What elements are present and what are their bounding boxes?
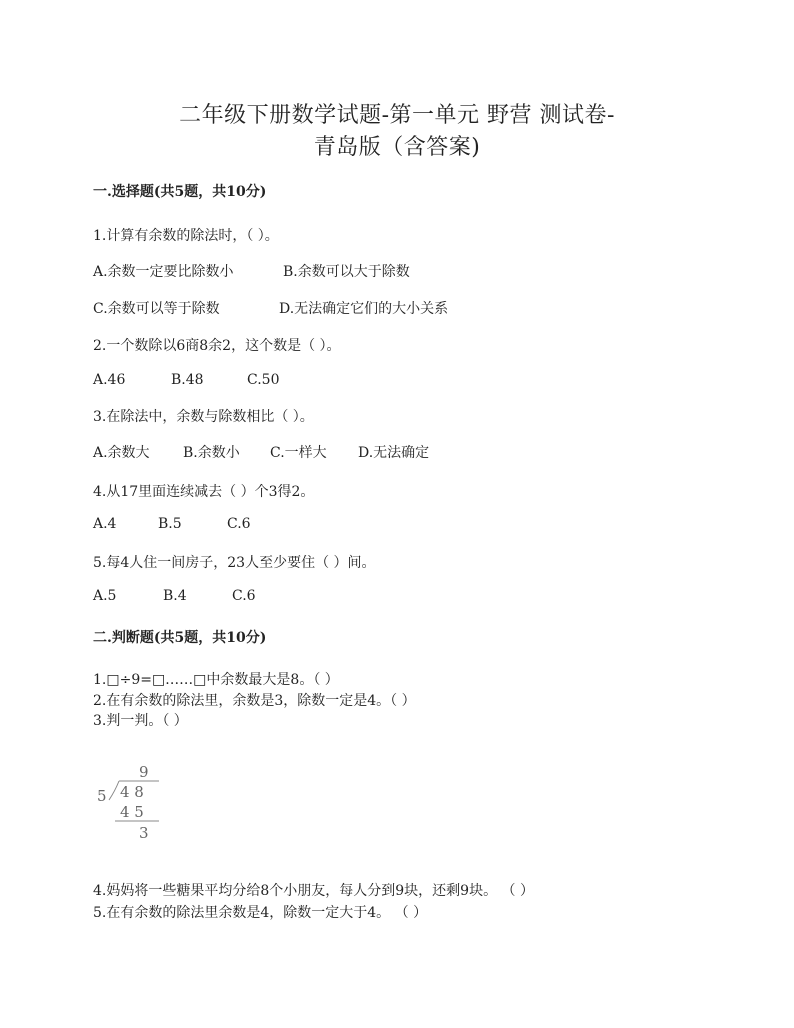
option-a[interactable]: A.46 <box>93 372 126 388</box>
judgement-item-5: 5.在有余数的除法里余数是4，除数一定大于4。 （ ） <box>93 905 428 921</box>
division-product: 4 5 <box>120 803 144 821</box>
long-division-figure <box>93 758 173 848</box>
option-c[interactable]: C.6 <box>227 516 251 532</box>
section-heading-judgement: 二.判断题(共5题，共10分) <box>93 630 267 646</box>
question-text: 5.每4人住一间房子，23人至少要住（ ）间。 <box>93 555 376 571</box>
option-d[interactable]: D.无法确定它们的大小关系 <box>279 301 449 317</box>
option-c[interactable]: C.余数可以等于除数 <box>93 301 220 317</box>
option-c[interactable]: C.一样大 <box>270 445 327 461</box>
division-remainder: 3 <box>139 824 149 842</box>
option-b[interactable]: B.余数可以大于除数 <box>283 264 410 280</box>
judgement-item-3: 3.判一判。（ ） <box>93 713 188 729</box>
question-text: 4.从17里面连续减去（ ）个3得2。 <box>93 484 315 500</box>
option-b[interactable]: B.5 <box>158 516 182 532</box>
option-b[interactable]: B.余数小 <box>183 445 240 461</box>
judgement-item-2: 2.在有余数的除法里，余数是3，除数一定是4。（ ） <box>93 693 416 709</box>
option-a[interactable]: A.余数一定要比除数小 <box>93 264 234 280</box>
question-text: 1.计算有余数的除法时，（ ）。 <box>93 228 279 244</box>
judgement-item-4: 4.妈妈将一些糖果平均分给8个小朋友，每人分到9块，还剩9块。 （ ） <box>93 883 534 899</box>
option-a[interactable]: A.4 <box>93 516 117 532</box>
page-title-line2: 青岛版（含答案) <box>313 135 481 160</box>
option-c[interactable]: C.6 <box>232 588 256 604</box>
option-b[interactable]: B.4 <box>163 588 187 604</box>
option-a[interactable]: A.余数大 <box>93 445 150 461</box>
judgement-item-1: 1.□÷9=□……□中余数最大是8。（ ） <box>93 672 339 688</box>
section-heading-choice: 一.选择题(共5题，共10分) <box>93 184 267 200</box>
question-text: 3.在除法中，余数与除数相比（ ）。 <box>93 409 314 425</box>
division-quotient: 9 <box>139 763 149 781</box>
option-a[interactable]: A.5 <box>93 588 117 604</box>
division-dividend: 4 8 <box>120 783 144 801</box>
division-divisor: 5 <box>97 787 107 805</box>
option-c[interactable]: C.50 <box>247 372 280 388</box>
option-d[interactable]: D.无法确定 <box>358 445 430 461</box>
question-text: 2.一个数除以6商8余2，这个数是（ ）。 <box>93 338 341 354</box>
option-b[interactable]: B.48 <box>171 372 204 388</box>
page-title-line1: 二年级下册数学试题-第一单元 野营 测试卷- <box>179 103 615 128</box>
